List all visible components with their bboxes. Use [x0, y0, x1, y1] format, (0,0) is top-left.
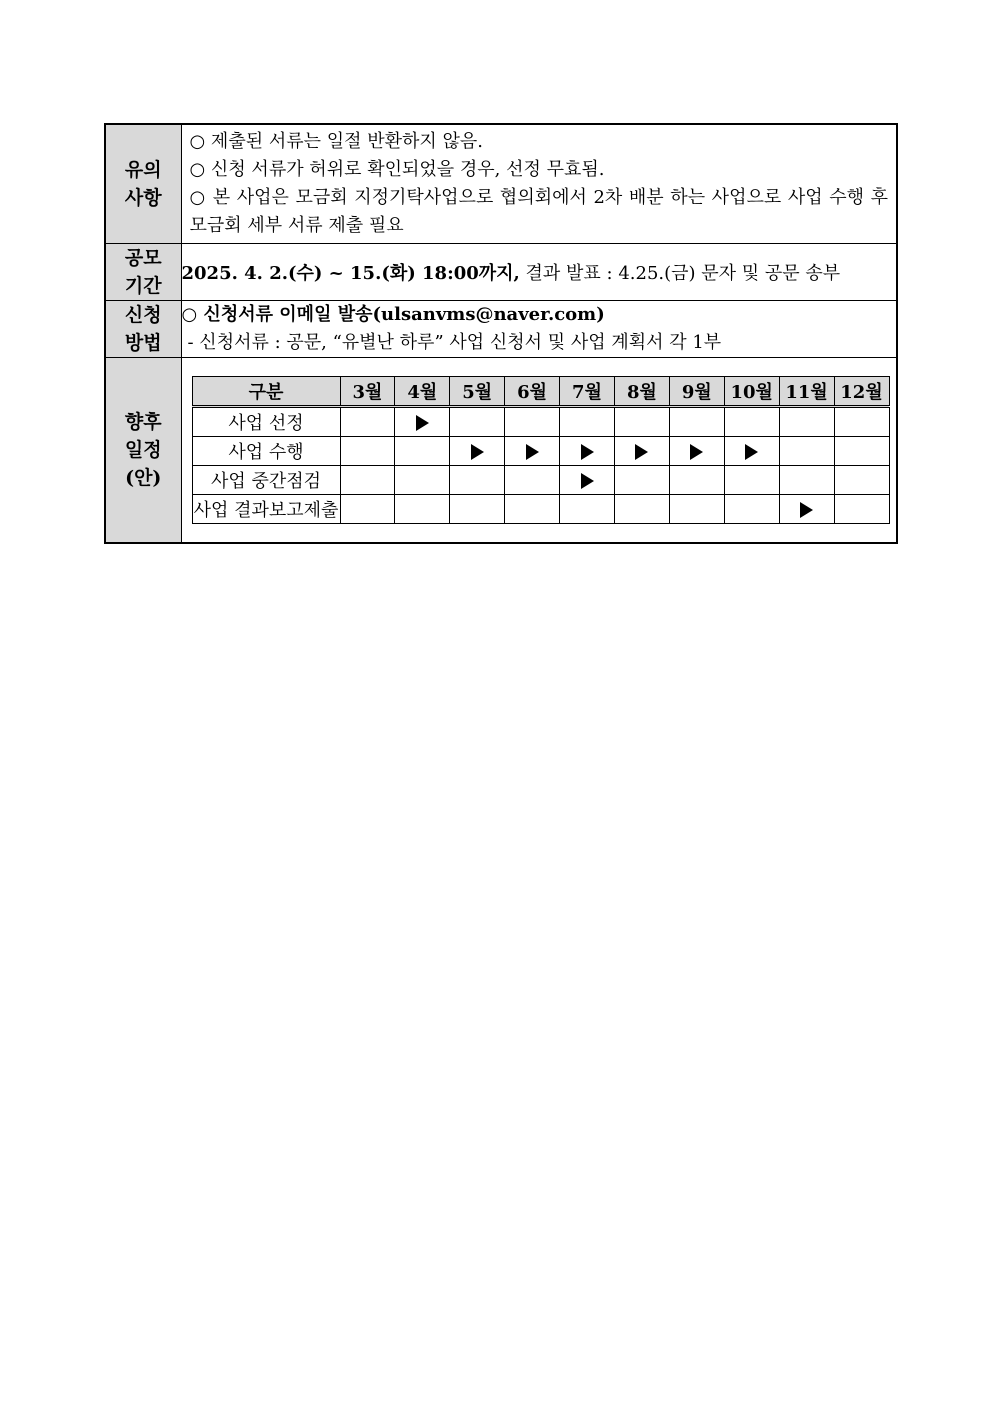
play-triangle-icon: [635, 444, 648, 460]
schedule-month-cell: [724, 407, 779, 437]
header-cell: 4월: [395, 377, 450, 407]
schedule-item-name: 사업 선정: [192, 407, 340, 437]
label-line: 기간: [124, 275, 162, 297]
schedule-month-cell: [395, 466, 450, 495]
schedule-month-cell: [450, 437, 505, 466]
schedule-row-item: [192, 495, 889, 524]
header-cell: 9월: [669, 377, 724, 407]
label-line: 방법: [124, 332, 162, 354]
method-head: ○ 신청서류 이메일 발송(ulsanvms@naver.com): [181, 304, 605, 325]
schedule-month-cell: [779, 407, 834, 437]
header-cell: 10월: [724, 377, 779, 407]
header-cell: 11월: [779, 377, 834, 407]
header-cell: 3월: [340, 377, 395, 407]
schedule-month-cell: [340, 495, 395, 524]
notes-row: [105, 124, 897, 244]
header-cell: 5월: [450, 377, 505, 407]
schedule-label: [105, 358, 181, 544]
schedule-month-cell: [395, 437, 450, 466]
schedule-header-row: [192, 377, 889, 407]
schedule-month-cell: [614, 466, 669, 495]
schedule-month-cell: [340, 407, 395, 437]
note-item: ○ 신청 서류가 허위로 확인되었을 경우, 선정 무효됨.: [189, 159, 605, 180]
play-triangle-icon: [690, 444, 703, 460]
schedule-month-cell: [834, 466, 889, 495]
play-triangle-icon: [526, 444, 539, 460]
schedule-month-cell: [614, 437, 669, 466]
schedule-month-cell: [724, 495, 779, 524]
notice-table: [104, 123, 898, 544]
schedule-month-cell: [340, 437, 395, 466]
schedule-month-cell: [669, 495, 724, 524]
play-triangle-icon: [581, 473, 594, 489]
label-line: 향후: [124, 411, 162, 433]
schedule-month-cell: [395, 495, 450, 524]
schedule-month-cell: [505, 437, 560, 466]
schedule-month-cell: [779, 495, 834, 524]
label-line: 신청: [124, 304, 162, 326]
label-line: 공모: [124, 247, 162, 269]
period-dates: 2025. 4. 2.(수) ~ 15.(화) 18:00까지,: [181, 263, 520, 284]
play-triangle-icon: [416, 415, 429, 431]
schedule-month-cell: [450, 466, 505, 495]
schedule-month-cell: [724, 437, 779, 466]
schedule-row-item: [192, 437, 889, 466]
schedule-month-cell: [614, 407, 669, 437]
header-cell: 7월: [560, 377, 615, 407]
label-line: 사항: [124, 187, 162, 209]
method-sub: - 신청서류 : 공문, “유별난 하루” 사업 신청서 및 사업 계획서 각 1부: [187, 332, 722, 353]
schedule-content: [181, 358, 897, 544]
schedule-month-cell: [614, 495, 669, 524]
schedule-month-cell: [450, 495, 505, 524]
play-triangle-icon: [800, 502, 813, 518]
notes-label: [105, 124, 181, 244]
schedule-month-cell: [560, 495, 615, 524]
schedule-month-cell: [779, 437, 834, 466]
schedule-month-cell: [834, 437, 889, 466]
header-cell: 12월: [834, 377, 889, 407]
schedule-month-cell: [505, 495, 560, 524]
schedule-month-cell: [834, 407, 889, 437]
header-cell: 6월: [505, 377, 560, 407]
play-triangle-icon: [471, 444, 484, 460]
schedule-month-cell: [669, 407, 724, 437]
schedule-month-cell: [669, 437, 724, 466]
period-result: 결과 발표 : 4.25.(금) 문자 및 공문 송부: [519, 263, 841, 284]
note-item: ○ 본 사업은 모금회 지정기탁사업으로 협의회에서 2차 배분 하는 사업으로 사업 수행 후 모금회 세부 서류 제출 필요: [189, 187, 888, 236]
label-line: 일정: [124, 439, 162, 461]
schedule-month-cell: [450, 407, 505, 437]
schedule-month-cell: [669, 466, 724, 495]
schedule-month-cell: [779, 466, 834, 495]
period-label: [105, 244, 181, 301]
header-cell: 8월: [614, 377, 669, 407]
schedule-row-item: [192, 466, 889, 495]
schedule-row: [105, 358, 897, 544]
period-row: [105, 244, 897, 301]
schedule-month-cell: [724, 466, 779, 495]
play-triangle-icon: [581, 444, 594, 460]
header-cell: 구분: [192, 377, 340, 407]
schedule-body: [192, 407, 889, 524]
schedule-month-cell: [505, 466, 560, 495]
schedule-month-cell: [560, 437, 615, 466]
play-triangle-icon: [745, 444, 758, 460]
schedule-month-cell: [505, 407, 560, 437]
schedule-month-cell: [395, 407, 450, 437]
period-content: [181, 244, 897, 301]
schedule-month-cell: [560, 466, 615, 495]
notes-content: [181, 124, 897, 244]
note-item: ○ 제출된 서류는 일절 반환하지 않음.: [189, 131, 483, 152]
schedule-month-cell: [834, 495, 889, 524]
method-row: [105, 301, 897, 358]
schedule-item-name: 사업 결과보고제출: [192, 495, 340, 524]
schedule-month-cell: [560, 407, 615, 437]
method-content: [181, 301, 897, 358]
schedule-month-cell: [340, 466, 395, 495]
schedule-row-item: [192, 407, 889, 437]
schedule-item-name: 사업 중간점검: [192, 466, 340, 495]
method-label: [105, 301, 181, 358]
schedule-table: [192, 376, 890, 524]
label-line: (안): [125, 467, 162, 489]
label-line: 유의: [124, 159, 162, 181]
schedule-item-name: 사업 수행: [192, 437, 340, 466]
